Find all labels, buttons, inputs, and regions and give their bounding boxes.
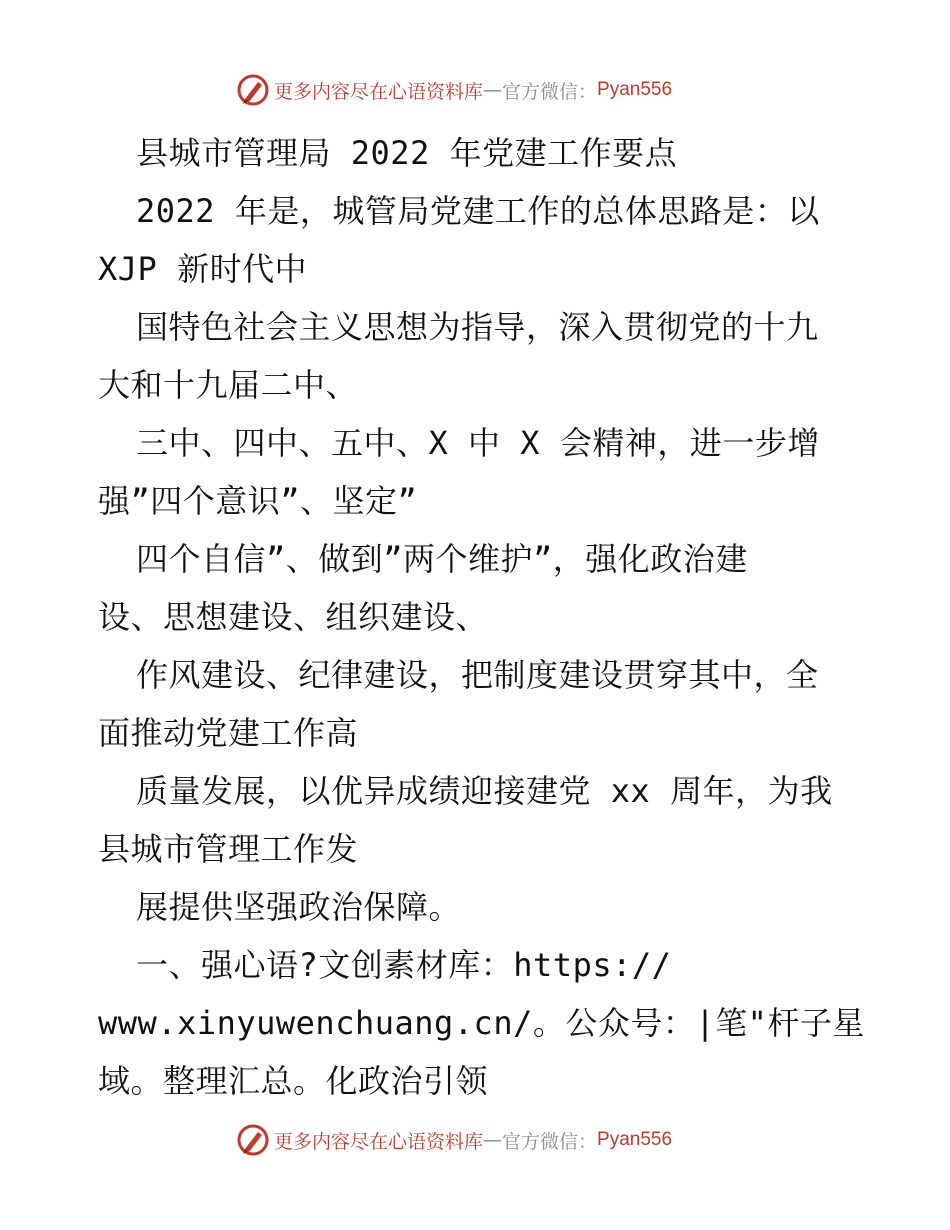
text-line: 作风建设、纪律建设，把制度建设贯穿其中，全	[136, 656, 819, 694]
pen-logo-icon	[236, 73, 270, 107]
text-line: 县城市管理工作发	[98, 830, 359, 868]
watermark-lead: 更多内容尽在心语资料库	[274, 80, 484, 103]
watermark-lead: 更多内容尽在心语资料库	[274, 1130, 484, 1153]
text-line: 域。整理汇总。化政治引领	[98, 1062, 489, 1100]
watermark-dash: —	[483, 79, 503, 101]
text-line: 设、思想建设、组织建设、	[98, 598, 489, 636]
watermark-official: 官方微信：	[502, 1130, 598, 1153]
text-line: 三中、四中、五中、X 中 X 会精神，进一步增	[136, 424, 820, 462]
text-line: XJP 新时代中	[98, 250, 308, 288]
watermark-footer	[236, 1122, 672, 1158]
text-line: 展提供坚强政治保障。	[136, 888, 462, 926]
text-line: 大和十九届二中、	[98, 366, 359, 404]
text-line: 县城市管理局 2022 年党建工作要点	[136, 134, 678, 172]
watermark-dash: —	[483, 1129, 503, 1151]
watermark-official: 官方微信：	[502, 80, 598, 103]
watermark-header	[236, 72, 672, 108]
text-line: 一、强心语?文创素材库：https://	[136, 946, 672, 984]
text-line: 强”四个意识”、坚定”	[98, 482, 418, 520]
text-line: 四个自信”、做到”两个维护”，强化政治建	[136, 540, 748, 578]
text-line: 面推动党建工作高	[98, 714, 359, 752]
text-line: 国特色社会主义思想为指导，深入贯彻党的十九	[136, 308, 819, 346]
watermark-wechat-id: Pyan556	[597, 1129, 673, 1150]
pen-logo-icon	[236, 1123, 270, 1157]
watermark-wechat-id: Pyan556	[597, 79, 673, 100]
text-line: www.xinyuwenchuang.cn/。公众号：|笔"杆子星	[98, 1004, 865, 1042]
text-line: 质量发展，以优异成绩迎接建党 xx 周年，为我	[136, 772, 833, 810]
document-body	[98, 124, 868, 1110]
text-line: 2022 年是，城管局党建工作的总体思路是：以	[136, 192, 820, 230]
